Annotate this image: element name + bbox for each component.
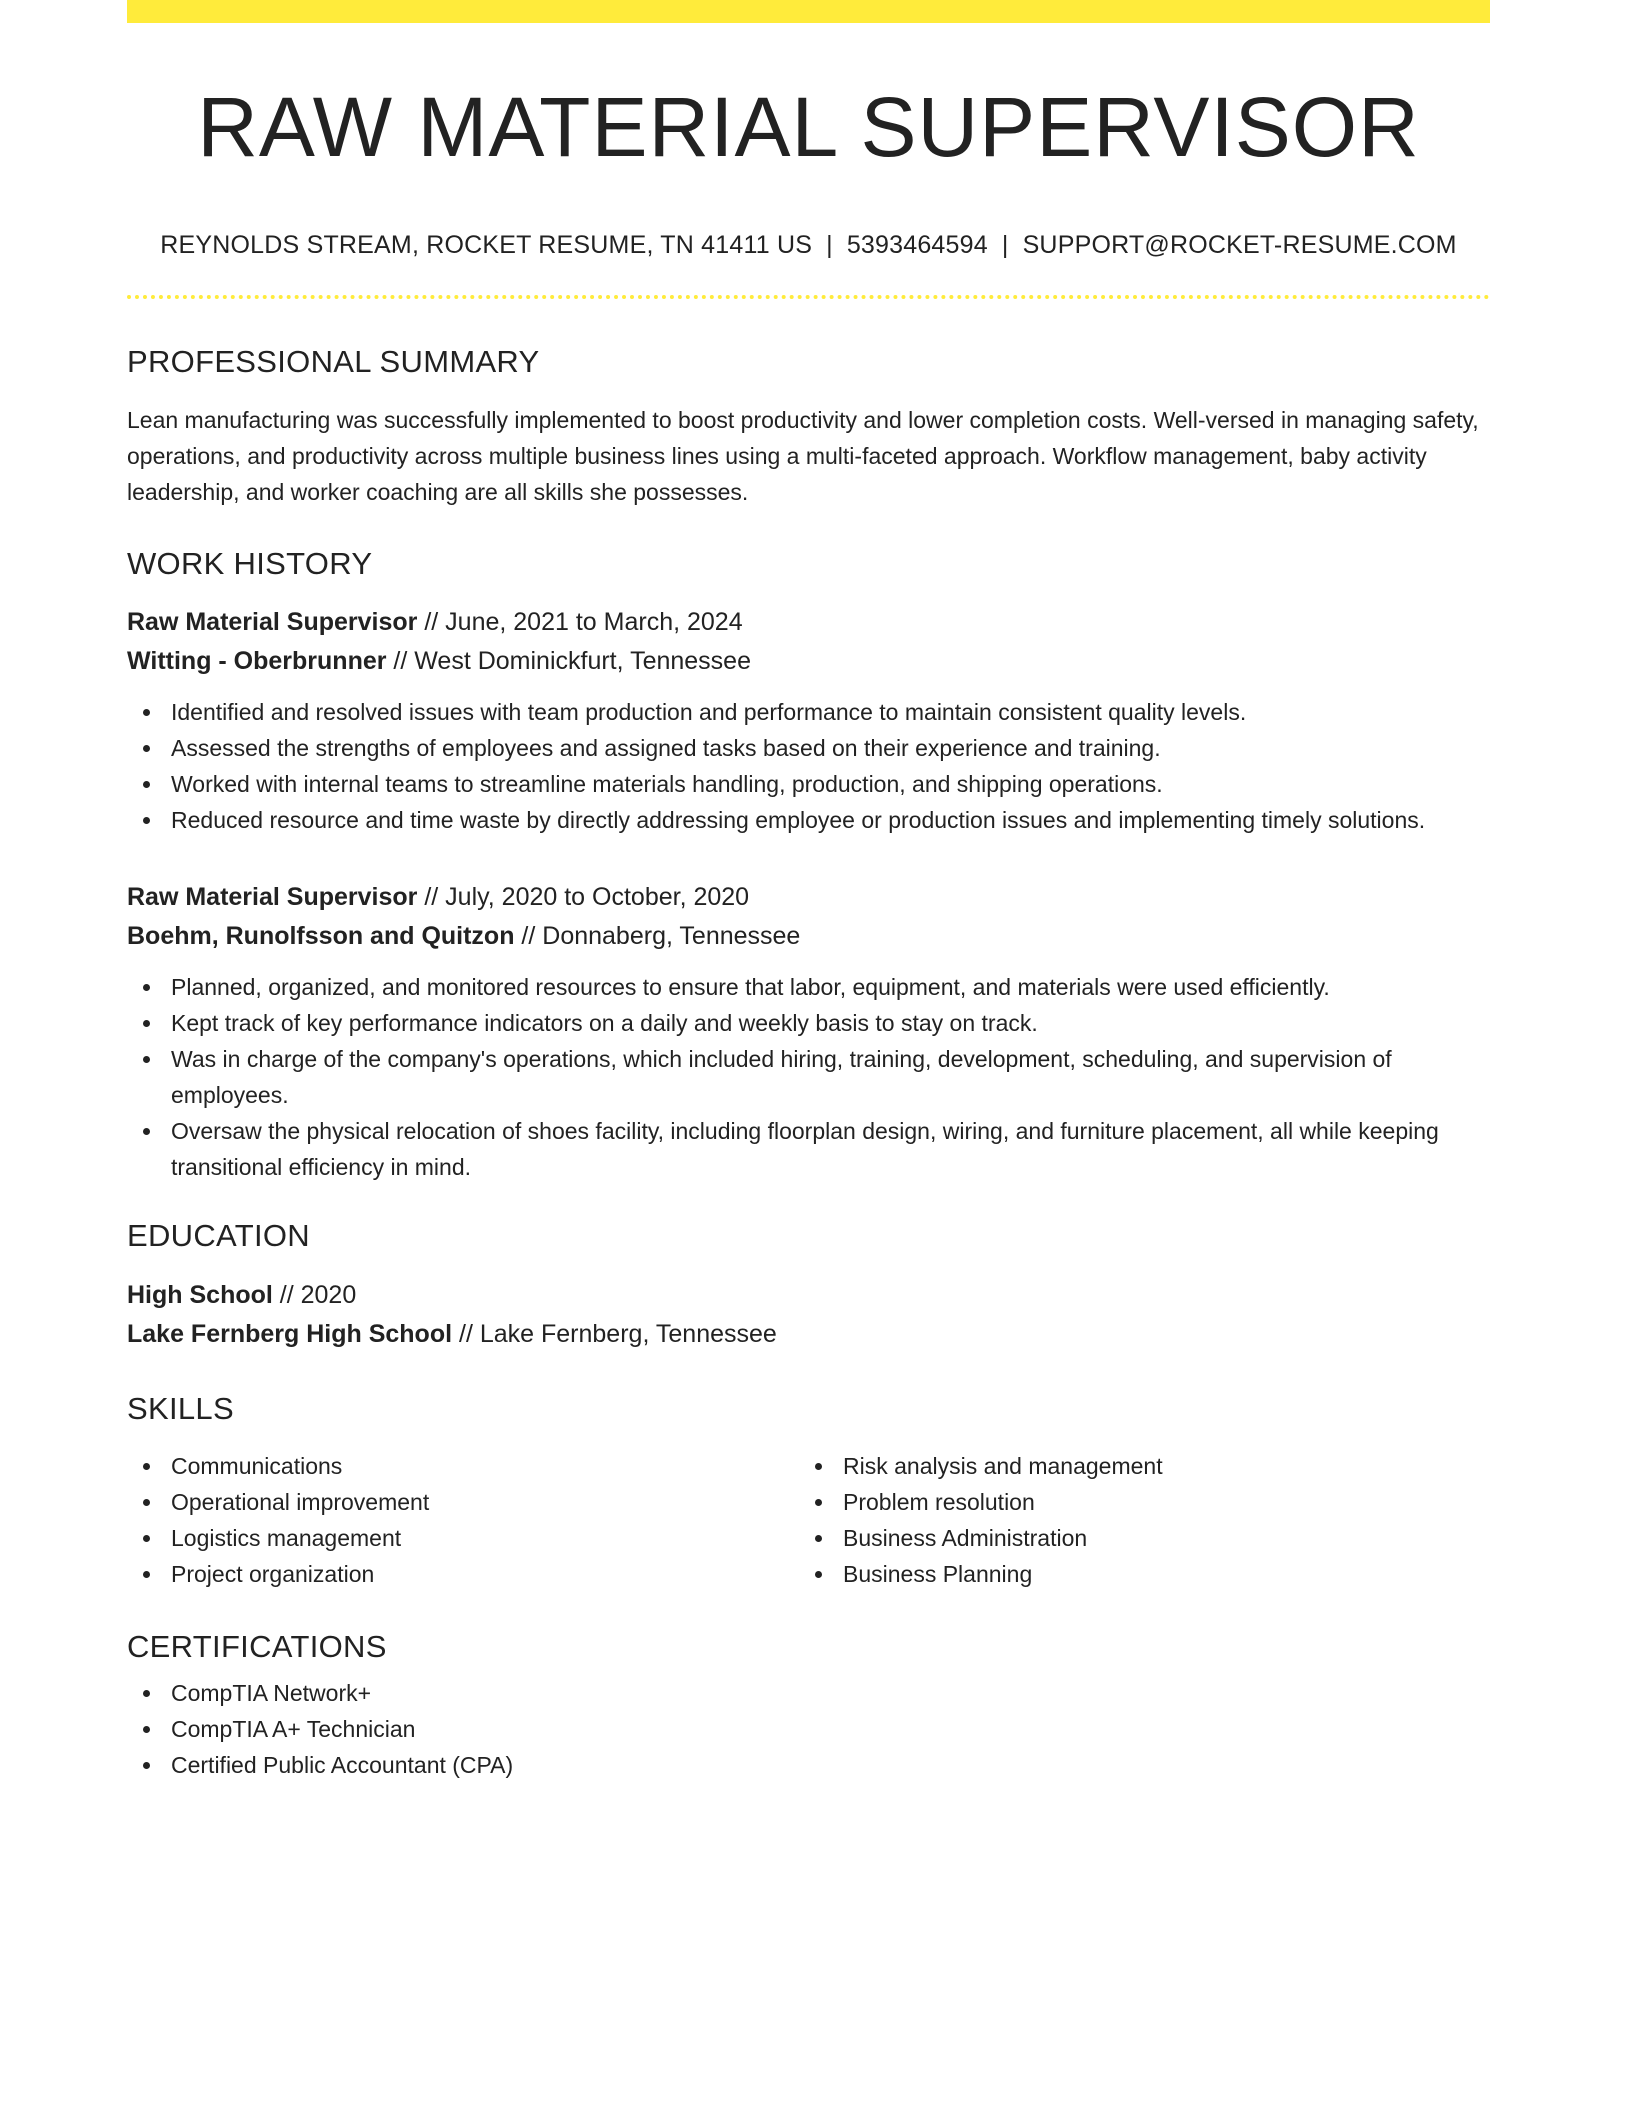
skills-column-right (799, 1448, 1471, 1592)
education-entry (127, 1276, 1490, 1354)
job-company-line (127, 642, 1490, 681)
skill-item: Logistics management (127, 1520, 799, 1556)
contact-email: SUPPORT@ROCKET-RESUME.COM (1022, 231, 1457, 259)
education-school-line (127, 1315, 1490, 1354)
summary-heading: PROFESSIONAL SUMMARY (127, 344, 540, 379)
contact-separator: | (1001, 231, 1009, 259)
job-bullet: Kept track of key performance indicators on a daily and weekly basis to stay on track. (127, 1005, 1490, 1041)
accent-top-bar (127, 0, 1490, 23)
job-role: Raw Material Supervisor (127, 608, 418, 636)
education-school: Lake Fernberg High School (127, 1320, 453, 1348)
summary-text: Lean manufacturing was successfully implemented to boost productivity and lower completion costs. Well-versed in managing safety, operations, and productivity across multiple business lines using a multi-faceted approach. Workflow management, baby activity leadership, and worker coaching are all skills she possesses. (127, 407, 1479, 505)
job-bullet: Planned, organized, and monitored resources to ensure that labor, equipment, and materials were used efficiently. (127, 969, 1490, 1005)
education-year: // 2020 (272, 1281, 357, 1309)
job-entry (127, 878, 1490, 1185)
contact-separator: | (826, 231, 833, 259)
certification-item: CompTIA A+ Technician (127, 1711, 1490, 1747)
skills-heading: SKILLS (127, 1391, 234, 1426)
skill-item: Risk analysis and management (799, 1448, 1471, 1484)
job-location: // West Dominickfurt, Tennessee (386, 647, 751, 675)
skill-item: Business Administration (799, 1520, 1471, 1556)
job-bullet: Assessed the strengths of employees and assigned tasks based on their experience and training. (127, 730, 1490, 766)
certifications-heading: CERTIFICATIONS (127, 1629, 387, 1664)
job-entry (127, 603, 1490, 838)
job-bullet: Reduced resource and time waste by directly addressing employee or production issues and implementing timely solutions. (127, 802, 1490, 838)
work-history-heading: WORK HISTORY (127, 546, 373, 581)
skill-item: Operational improvement (127, 1484, 799, 1520)
education-heading: EDUCATION (127, 1218, 310, 1253)
skill-item: Communications (127, 1448, 799, 1484)
job-bullet: Identified and resolved issues with team production and performance to maintain consistent quality levels. (127, 694, 1490, 730)
job-bullet: Was in charge of the company's operations, which included hiring, training, development, scheduling, and supervision of employees. (127, 1041, 1490, 1113)
skill-item: Project organization (127, 1556, 799, 1592)
job-bullets (127, 694, 1490, 838)
education-degree-line (127, 1276, 1490, 1315)
certification-item: CompTIA Network+ (127, 1675, 1490, 1711)
job-company: Boehm, Runolfsson and Quitzon (127, 922, 515, 950)
resume-title: RAW MATERIAL SUPERVISOR (197, 80, 1420, 174)
job-bullet: Worked with internal teams to streamline materials handling, production, and shipping operations. (127, 766, 1490, 802)
skills-column-left (127, 1448, 799, 1592)
certifications-list (127, 1675, 1490, 1783)
job-role: Raw Material Supervisor (127, 883, 418, 911)
resume-page (127, 0, 1490, 1783)
job-company: Witting - Oberbrunner (127, 647, 387, 675)
contact-phone: 5393464594 (846, 231, 988, 259)
skill-item: Business Planning (799, 1556, 1471, 1592)
job-role-line (127, 878, 1490, 917)
job-role-line (127, 603, 1490, 642)
dotted-divider (127, 295, 1490, 299)
job-dates: // July, 2020 to October, 2020 (417, 883, 750, 911)
skill-item: Problem resolution (799, 1484, 1471, 1520)
certification-item: Certified Public Accountant (CPA) (127, 1747, 1490, 1783)
contact-address: REYNOLDS STREAM, ROCKET RESUME, TN 41411 US (160, 231, 813, 259)
job-company-line (127, 917, 1490, 956)
job-dates: // June, 2021 to March, 2024 (417, 608, 743, 636)
education-degree: High School (127, 1281, 273, 1309)
skills-grid (127, 1448, 1490, 1592)
job-bullet: Oversaw the physical relocation of shoes facility, including floorplan design, wiring, and furniture placement, all while keeping transitional efficiency in mind. (127, 1113, 1490, 1185)
job-location: // Donnaberg, Tennessee (514, 922, 801, 950)
job-bullets (127, 969, 1490, 1185)
education-location: // Lake Fernberg, Tennessee (452, 1320, 777, 1348)
contact-line (127, 233, 1490, 258)
